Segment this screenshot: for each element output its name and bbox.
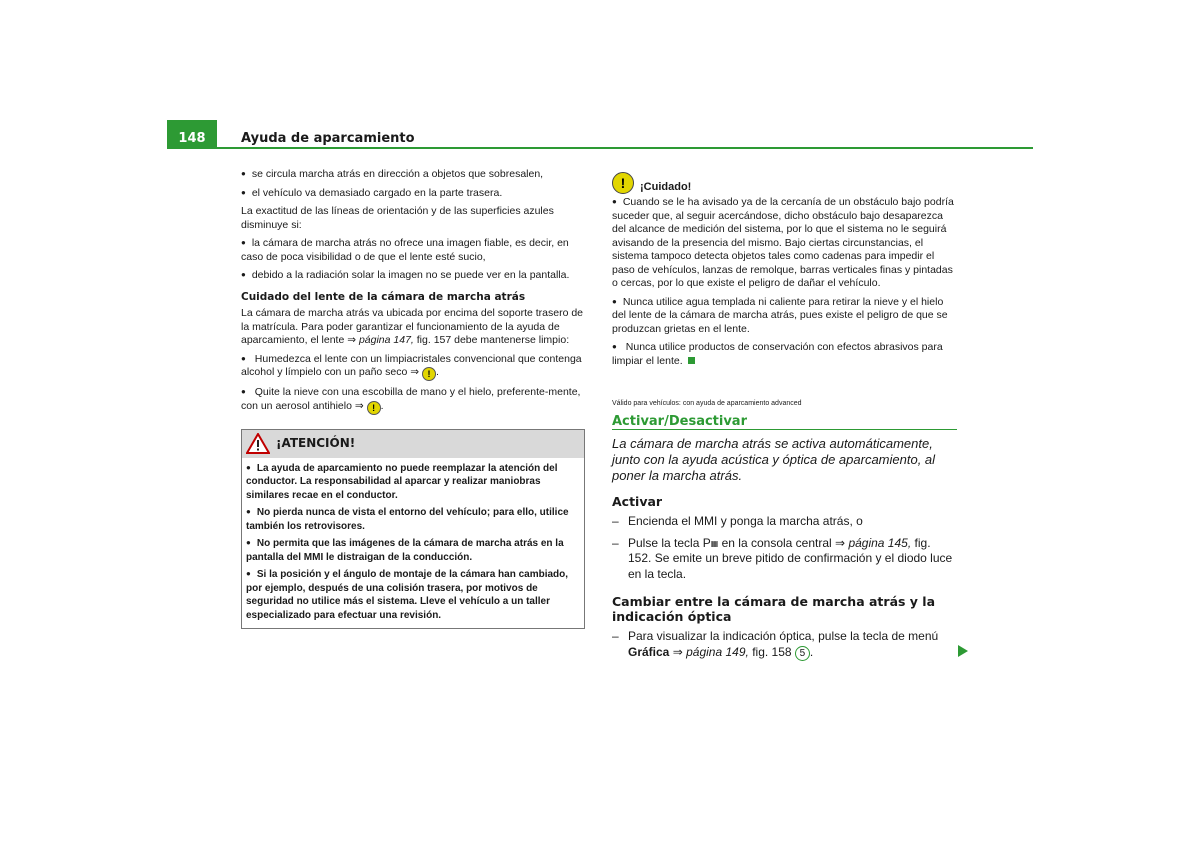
caution-exclamation-icon: ! [612, 172, 634, 194]
warning-body [242, 458, 584, 629]
list-item: ● Quite la nieve con una escobilla de mano y el hielo, preferente-mente, con un aerosol antihielo ⇒ ! . [241, 386, 585, 415]
validity-note: Válido para vehículos: con ayuda de aparcamiento advanced [612, 400, 802, 407]
caution-ref-icon[interactable]: ! [367, 401, 381, 415]
page-number: 148 [167, 120, 217, 148]
list-item: ● Humedezca el lente con un limpiacristales convencional que contenga alcohol y límpielo con un paño seco ⇒ ! . [241, 353, 585, 382]
subheading-activar: Activar [612, 494, 663, 509]
subheading-lens-care: Cuidado del lente de la cámara de marcha atrás [241, 290, 526, 303]
paragraph: La exactitud de las líneas de orientación y de las superficies azules disminuye si: [241, 205, 554, 231]
left-column [241, 168, 585, 629]
list-item: ● Nunca utilice productos de conservación con efectos abrasivos para limpiar el lente. [612, 341, 957, 368]
list-item: ● Nunca utilice agua templada ni caliente para retirar la nieve y el hielo del lente de la cámara de marcha atrás, pues existe el peligro de que se produzcan grietas en el lente. [612, 296, 957, 337]
camera-button-icon: ▦ [710, 538, 719, 548]
section-title: Activar/Desactivar [612, 415, 957, 431]
end-marker-icon [688, 357, 695, 364]
list-item: ● debido a la radiación solar la imagen no se puede ver en la pantalla. [241, 269, 585, 283]
step-item: – Pulse la tecla P▦ en la consola central ⇒ página 145, fig. 152. Se emite un breve pitido de confirmación y el diodo luce en la tecla. [612, 536, 957, 583]
page-header-title: Ayuda de aparcamiento [241, 131, 415, 146]
page-reference-link[interactable]: página 149, [686, 644, 749, 659]
caution-ref-icon[interactable]: ! [422, 367, 436, 381]
list-item: ● se circula marcha atrás en dirección a objetos que sobresalen, [241, 168, 585, 182]
list-item: ● el vehículo va demasiado cargado en la parte trasera. [241, 187, 585, 201]
warning-triangle-icon [246, 433, 270, 454]
section-intro: La cámara de marcha atrás se activa automáticamente, junto con la ayuda acústica y óptica de aparcamiento, al poner la marcha atrás. [612, 436, 936, 483]
caution-header [612, 172, 957, 194]
warning-box [241, 429, 585, 630]
right-column [612, 172, 957, 667]
list-item: ● Si la posición y el ángulo de montaje de la cámara han cambiado, por ejemplo, después de una colisión trasera, por motivos de seguridad no utilice más el sistema. Lleve el vehículo a un taller especializado para efectuar una revisión. [246, 568, 580, 622]
list-item: ● No permita que las imágenes de la cámara de marcha atrás en la pantalla del MMI le distraigan de la conducción. [246, 537, 580, 564]
caution-title: ¡Cuidado! [640, 180, 692, 193]
paragraph: La cámara de marcha atrás va ubicada por encima del soporte trasero de la matrícula. Para poder garantizar el funcionamiento de la ayuda de aparcamiento, el lente ⇒ página 147, fig. 157 debe mantenerse limpio: [241, 307, 584, 346]
list-item: ● la cámara de marcha atrás no ofrece una imagen fiable, es decir, en caso de poca visibilidad o de que el lente esté sucio, [241, 237, 585, 264]
warning-title: ¡ATENCIÓN! [276, 435, 356, 450]
list-item: ● La ayuda de aparcamiento no puede reemplazar la atención del conductor. La responsabilidad al aparcar y realizar maniobras similares recae en el conductor. [246, 462, 580, 503]
warning-header [242, 430, 584, 458]
page-reference-link[interactable]: página 145, [848, 535, 912, 550]
list-item: ● Cuando se le ha avisado ya de la cercanía de un obstáculo bajo podría suceder que, al seguir acercándose, dicho obstáculo bajo desaparezca del alcance de medición del sistema, por lo que el sistema no le seguirá avisando de la presencia del mismo. Bajo ciertas circunstancias, el sistema tampoco detecta objetos tales como cadenas para impedir el paso de vehículos, lanzas de remolque, barras verticales finas y pintadas o cercas, por lo que existe el peligro de dañar el vehículo. [612, 196, 957, 291]
menu-key-label: Gráfica [628, 644, 670, 659]
figure-callout-badge: 5 [795, 646, 810, 661]
step-item: – Encienda el MMI y ponga la marcha atrás, o [612, 514, 957, 530]
step-item: – Para visualizar la indicación óptica, pulse la tecla de menú Gráfica ⇒ página 149, fig. 158 5 . [612, 629, 957, 661]
next-page-arrow-icon[interactable] [958, 645, 968, 657]
header-divider [167, 147, 1033, 149]
subheading-cambiar: Cambiar entre la cámara de marcha atrás y la indicación óptica [612, 594, 936, 624]
list-item: ● No pierda nunca de vista el entorno del vehículo; para ello, utilice también los retrovisores. [246, 506, 580, 533]
page-reference-link[interactable]: página 147, [358, 334, 414, 346]
